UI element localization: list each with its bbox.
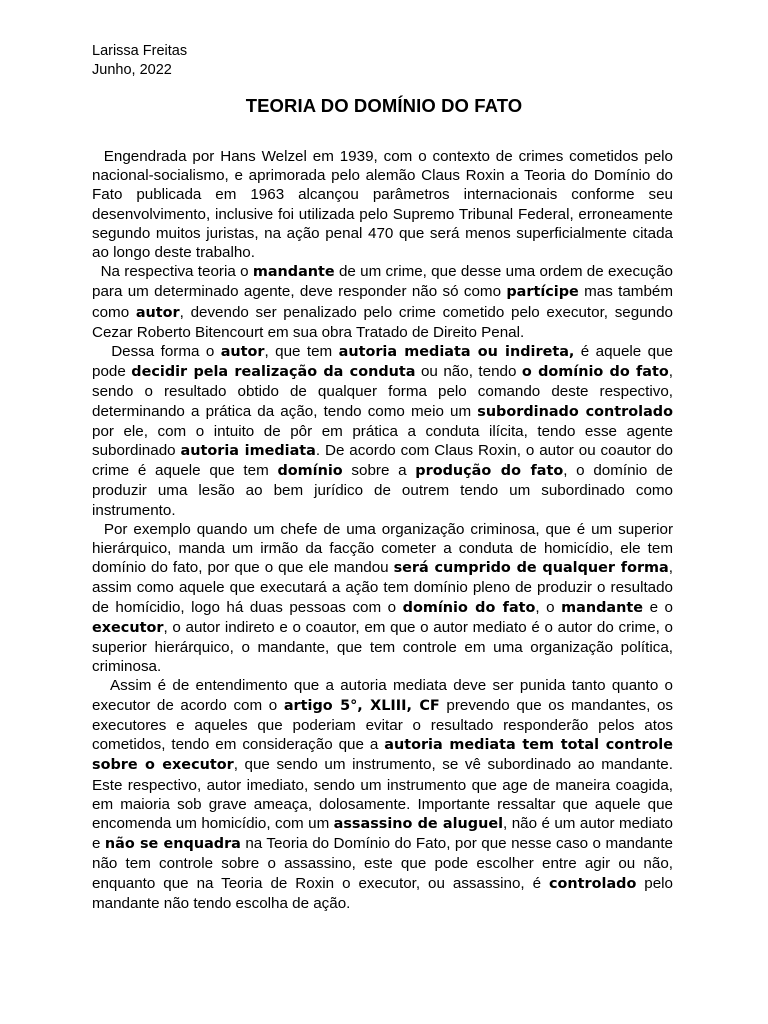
bold-text: mandante (252, 264, 335, 281)
bold-text: controlado (548, 875, 637, 892)
bold-text: autoria mediata tem total controle sobre o executor (92, 737, 673, 774)
text-run: , o domínio de produzir uma lesão ao bem jurídico de outrem tendo um subordinado como instrumento. (92, 462, 673, 519)
document-header (92, 42, 187, 80)
text-run: sobre a (342, 462, 416, 480)
text-run: é aquele que pode (92, 343, 673, 381)
body-paragraph (92, 520, 673, 677)
text-run: , que tem (264, 343, 339, 361)
text-run: . De acordo com Claus Roxin, o autor ou coautor do crime é aquele que tem (92, 442, 673, 480)
body-paragraph (92, 676, 673, 912)
text-run: , o autor indireto e o coautor, em que o autor mediato é o autor do crime, o superior hierárquico, o mandante, que tem controle em uma organização política, criminosa. (92, 618, 673, 676)
text-run: , não é um autor mediato e (92, 814, 673, 853)
body-paragraph (92, 342, 673, 520)
document-date: Junho, 2022 (92, 62, 172, 78)
text-run: , que sendo um instrumento, se vê subordinado ao mandante. Este respectivo, autor imediato, sendo um instrumento que age de maneira coagida, em maioria sob grave ameaça, dolosamente. Importante ressaltar que aquele que encomenda um homicídio, com um (92, 756, 673, 832)
text-run: de um crime, que desse uma ordem de execução para um determinado agente, deve responder não só como (92, 263, 674, 301)
text-run: por ele, com o intuito de pôr em prática a conduta ilícita, tendo esse agente subordinado (92, 422, 673, 460)
bold-text: domínio do fato (402, 599, 536, 616)
bold-text: executor (92, 619, 164, 636)
bold-text: autoria mediata ou indireta, (338, 344, 575, 361)
text-run: prevendo que os mandantes, os executores e aqueles que poderiam evitar o resultado responderão pelos atos cometidos, tendo em consideração que a (92, 696, 673, 754)
bold-text: artigo 5°, XLIII, CF (283, 697, 440, 714)
text-run: , o (535, 598, 562, 616)
bold-text: autor (220, 344, 265, 361)
text-run: , devendo ser penalizado pelo crime cometido pelo executor, segundo Cezar Roberto Bitencourt em sua obra Tratado de Direito Penal. (92, 303, 673, 341)
bold-text: o domínio do fato (521, 364, 669, 381)
text-run: e o (643, 598, 673, 616)
bold-text: não se enquadra (104, 836, 241, 853)
document-body (92, 147, 673, 913)
text-run: Por exemplo quando um chefe de uma organização criminosa, que é um superior hierárquico, manda um irmão da facção cometer a conduta de homicídio, ele tem domínio do fato, por que o que ele mandou (92, 520, 673, 577)
document-title: TEORIA DO DOMÍNIO DO FATO (245, 95, 523, 116)
bold-text: partícipe (506, 284, 579, 301)
text-run: , assim como aquele que executará a ação tem domínio pleno de produzir o resultado de homícidio, logo há duas pessoas com o (92, 559, 673, 616)
bold-text: autoria imediata (180, 443, 316, 460)
bold-text: domínio (277, 463, 343, 480)
text-run: mas também como (92, 283, 673, 321)
text-run: , sendo o resultado obtido de qualquer forma pelo comando deste respectivo, determinando a prática da ação, tendo como meio um (92, 363, 674, 420)
text-run: Na respectiva teoria o (92, 263, 253, 281)
text-run: Dessa forma o (92, 343, 221, 361)
text-run: Engendrada por Hans Welzel em 1939, com o contexto de crimes cometidos pelo nacional-socialismo, e aprimorada pelo alemão Claus Roxin a Teoria do Domínio do Fato publicada em 1963 alcançou parâmetros internacionais conforme seu desenvolvimento, inclusive foi utilizada pelo Supremo Tribunal Federal, erroneamente segundo muitos juristas, na ação penal 470 que será menos superficialmente citada ao longo deste trabalho. (92, 148, 673, 262)
text-run: na Teoria do Domínio do Fato, por que nesse caso o mandante não tem controle sobre o assassino, este que pode escolher entre agir ou não, enquanto que na Teoria de Roxin o executor, ou assassino, é (92, 835, 673, 892)
body-paragraph (92, 262, 673, 342)
bold-text: produção do fato (415, 463, 564, 480)
bold-text: será cumprido de qualquer forma (393, 560, 669, 577)
bold-text: autor (135, 304, 180, 321)
bold-text: decidir pela realização da conduta (131, 364, 416, 381)
text-run: ou não, tendo (415, 363, 522, 381)
bold-text: subordinado controlado (477, 403, 673, 420)
text-run: pelo mandante não tendo escolha de ação. (92, 874, 674, 912)
bold-text: assassino de aluguel (333, 815, 504, 832)
author-name: Larissa Freitas (92, 43, 188, 59)
body-paragraph (92, 147, 673, 262)
bold-text: mandante (561, 599, 644, 616)
text-run: Assim é de entendimento que a autoria mediata deve ser punida tanto quanto o executor de acordo com o (92, 677, 673, 714)
